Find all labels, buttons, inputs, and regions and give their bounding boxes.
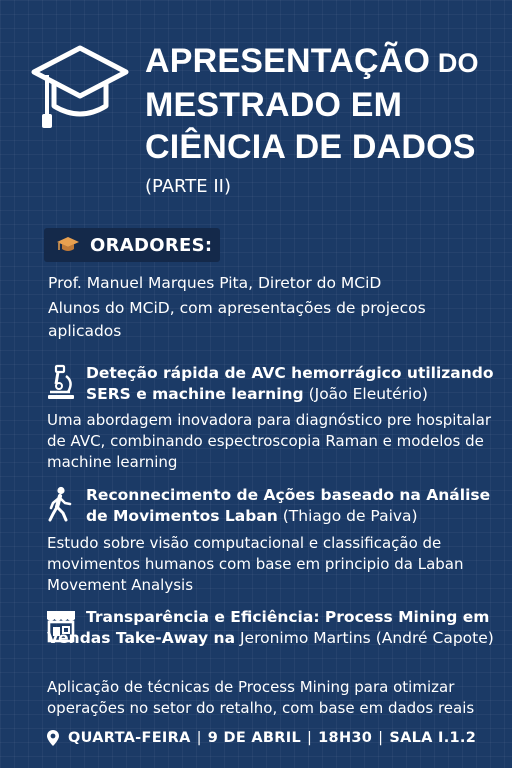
event-details [46,729,506,747]
speakers-label: ORADORES: [90,234,213,256]
separator: | [378,730,384,746]
talk-title [47,607,502,649]
title-line-1-suffix: DO [430,48,479,78]
separator: | [306,730,313,746]
talk-title-text: Deteção rápida de AVC hemorrágico utilizando SERS e machine learning [86,364,494,403]
title-line-3: CIÊNCIA DE DADOS [145,128,476,166]
walking-person-icon [44,486,78,522]
talk-author: (Thiago de Paiva) [277,507,418,525]
event-time: 18H30 [318,730,373,746]
talk-title [86,485,506,527]
separator: | [196,730,202,746]
talk-author: (João Eleutério) [303,385,428,403]
talk-description: Uma abordagem inovadora para diagnóstico pre hospitalar de AVC, combinando espectroscopia Raman e modelos de machine learning [47,411,492,471]
page-title [145,40,505,168]
title-line-2: MESTRADO EM [145,86,403,124]
event-room: SALA I.1.2 [389,730,477,746]
talk-description: Estudo sobre visão computacional e classificação de movimentos humanos com base em principio da Laban Movement Analysis [47,534,464,594]
graduation-cap-icon [56,236,80,254]
talk-title [86,363,506,405]
location-pin-icon [46,729,60,747]
page-subtitle: (PARTE II) [145,176,231,197]
microscope-icon [44,364,78,400]
speaker-item: Alunos do MCiD, com apresentações de projecos aplicados [48,299,426,340]
graduation-cap-icon [30,42,130,134]
speaker-item: Prof. Manuel Marques Pita, Diretor do MCiD [48,274,382,292]
talk-author: Jeronimo Martins (André Capote) [235,629,494,647]
speakers-badge [44,228,220,262]
talk-description: Aplicação de técnicas de Process Mining para otimizar operações no setor do retalho, com base em dados reais [47,678,475,717]
talk-title-text: Reconnecimento de Ações baseado na Análise de Movimentos Laban [86,486,491,525]
event-day: QUARTA-FEIRA [68,730,191,746]
title-line-1: APRESENTAÇÃO [145,42,431,80]
event-date: 9 DE ABRIL [207,730,301,746]
talk-title-text: Transparência e Eficiência: Process Mining em Vendas Take-Away na [47,608,490,647]
